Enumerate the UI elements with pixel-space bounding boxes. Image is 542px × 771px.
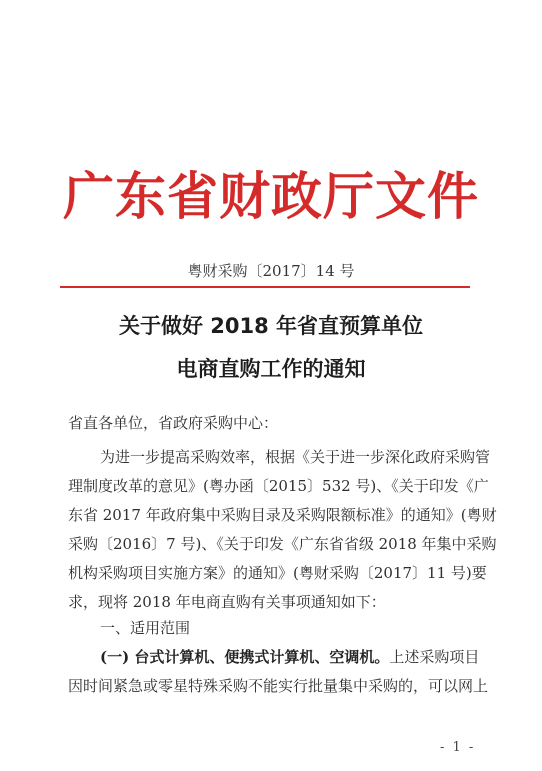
body-line: 采购〔2016〕7 号)、《关于印发《广东省省级 2018 年集中采购 bbox=[68, 535, 497, 553]
body-line: 为进一步提高采购效率，根据《关于进一步深化政府采购管 bbox=[100, 448, 491, 466]
document-number: 粤财采购〔2017〕14 号 bbox=[187, 262, 355, 280]
item-heading: (一) 台式计算机、便携式计算机、空调机。 bbox=[100, 648, 390, 666]
body-line: 机构采购项目实施方案》的通知》(粤财采购〔2017〕11 号)要 bbox=[68, 564, 487, 582]
body-line: 因时间紧急或零星特殊采购不能实行批量集中采购的，可以网上 bbox=[68, 677, 489, 695]
red-divider bbox=[60, 286, 470, 288]
body-line: 理制度改革的意见》(粤办函〔2015〕532 号)、《关于印发《广 bbox=[68, 477, 489, 495]
salutation: 省直各单位，省政府采购中心： bbox=[68, 414, 279, 432]
notice-title-line2: 电商直购工作的通知 bbox=[176, 357, 366, 381]
item-text: 上述采购项目 bbox=[389, 648, 480, 666]
item-line bbox=[100, 646, 479, 668]
page-number: - 1 - bbox=[440, 740, 476, 755]
notice-title-line1: 关于做好 2018 年省直预算单位 bbox=[118, 314, 424, 338]
masthead-title: 广东省财政厅文件 bbox=[62, 168, 479, 227]
body-line: 求，现将 2018 年电商直购有关事项通知如下： bbox=[68, 593, 386, 611]
body-line: 东省 2017 年政府集中采购目录及采购限额标准》的通知》(粤财 bbox=[68, 506, 497, 524]
section-heading: 一、适用范围 bbox=[100, 619, 191, 637]
